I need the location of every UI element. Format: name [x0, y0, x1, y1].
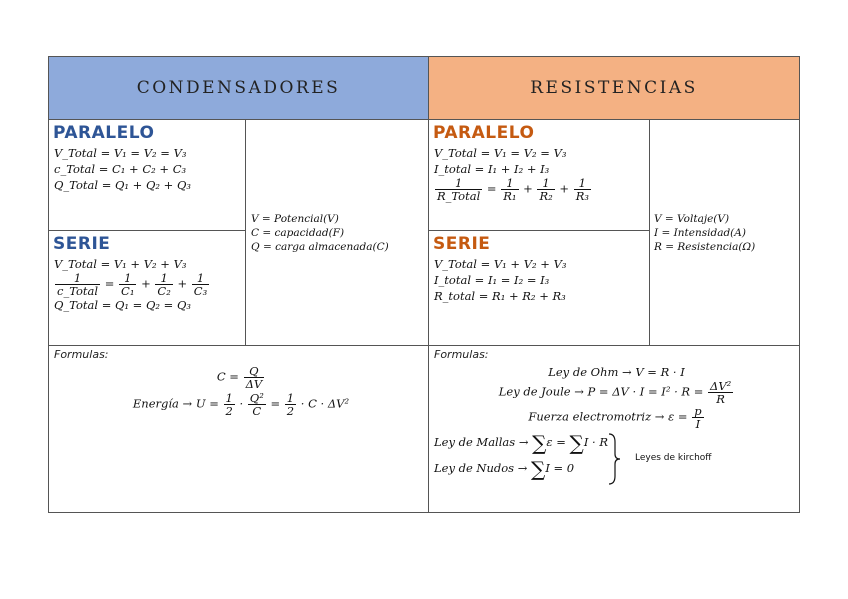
ley-joule-text: Ley de Joule → P = ΔV · I = I² · R = — [498, 384, 704, 399]
res-paralelo-title: PARALELO — [433, 123, 535, 143]
res-serie-eq1: V_Total = V₁ + V₂ + V₃ — [434, 257, 567, 271]
ley-nudos — [434, 457, 575, 481]
frac-num: 1 — [574, 177, 591, 190]
cond-paralelo-cell — [49, 120, 246, 231]
frac-num: 1 — [192, 272, 209, 285]
cond-legend-c: C = capacidad(F) — [251, 226, 345, 239]
cond-capacidad-eq — [54, 365, 428, 390]
cond-paralelo-eq2: c_Total = C₁ + C₂ + C₃ — [54, 162, 187, 176]
frac-den: c_Total — [57, 284, 99, 298]
cond-serie-cell — [49, 231, 246, 346]
header-resistencias: RESISTENCIAS — [429, 57, 799, 120]
frac-den: R₂ — [539, 189, 553, 203]
cond-c-lhs: C = — [216, 369, 239, 384]
res-formulas-cell — [429, 346, 799, 512]
frac-den: C₂ — [157, 284, 171, 298]
ley-mallas — [434, 431, 608, 455]
cond-paralelo-eq3: Q_Total = Q₁ + Q₂ + Q₃ — [54, 178, 191, 192]
frac-num: Q² — [249, 391, 264, 405]
frac-num: Q — [244, 365, 265, 378]
res-paralelo-cell — [429, 120, 650, 231]
cond-energia-tail: · C · ΔV² — [300, 396, 350, 411]
cond-paralelo-title: PARALELO — [53, 123, 155, 143]
cond-legend-cell — [246, 120, 429, 346]
sum-icon: ∑ — [531, 457, 546, 481]
kirchoff-block — [429, 432, 799, 486]
cond-energia-prefix: Energía → U = — [132, 396, 219, 411]
formula-sheet — [48, 56, 800, 513]
cond-energia-eq: Energía → U = $\frac{1}{2}$ · $\frac{\text{Q²}}{C}$ = $\frac{1}{2}$ · C · ΔV² — [132, 391, 350, 418]
nudos-label: Ley de Nudos → — [434, 461, 528, 475]
frac-num: 1 — [55, 272, 100, 285]
frac-den: C₃ — [193, 284, 208, 298]
frac-num: 1 — [286, 391, 295, 405]
ley-ohm: Ley de Ohm → V = R · I — [548, 365, 685, 379]
frac-num: 1 — [501, 177, 518, 190]
res-serie-title: SERIE — [433, 234, 491, 254]
res-serie-cell — [429, 231, 650, 346]
res-paralelo-eq2: I_total = I₁ + I₂ + I₃ — [434, 162, 550, 176]
header-condensadores: CONDENSADORES — [49, 57, 429, 120]
frac-den: 2 — [225, 404, 233, 418]
cond-serie-title: SERIE — [53, 234, 111, 254]
cond-serie-eq3: Q_Total = Q₁ = Q₂ = Q₃ — [54, 298, 191, 312]
brace-icon — [607, 432, 621, 486]
res-formulas-label: Formulas: — [434, 348, 489, 361]
frac-num: 1 — [155, 272, 172, 285]
frac-den: R₃ — [575, 189, 589, 203]
frac-num: ΔV² — [710, 379, 732, 393]
res-paralelo-eq3: $\frac{1}{\text{R\_Total}}$ = $\frac{1}{\text{R₁}}$ + $\frac{1}{\text{R₂}}$ + $\frac{1}{\text{R₃}}$ — [437, 176, 589, 203]
res-legend-r: R = Resistencia(Ω) — [654, 240, 756, 253]
frac-num: 1 — [537, 177, 554, 190]
res-paralelo-eq1: V_Total = V₁ = V₂ = V₃ — [434, 146, 567, 160]
frac-den: C — [252, 404, 262, 418]
frac-den: C₁ — [121, 284, 135, 298]
res-legend-cell — [650, 120, 799, 346]
leyes-kirchoff-label: Leyes de kirchoff — [635, 453, 712, 463]
mallas-label: Ley de Mallas → — [434, 435, 529, 449]
fuerza-electromotriz — [434, 405, 799, 430]
frac-den: I — [695, 417, 701, 431]
frac-den: ΔV — [245, 377, 263, 391]
nudos-eq: I = 0 — [545, 461, 575, 475]
ley-joule — [434, 380, 799, 405]
frac-den: R₁ — [503, 189, 517, 203]
cond-paralelo-eq1: V_Total = V₁ = V₂ = V₃ — [54, 146, 187, 160]
fem-text: Fuerza electromotriz → ε = — [528, 409, 688, 424]
sum-icon: ∑ — [532, 431, 547, 455]
res-serie-eq2: I_total = I₁ = I₂ = I₃ — [434, 273, 550, 287]
res-serie-eq3: R_total = R₁ + R₂ + R₃ — [434, 289, 566, 303]
cond-formulas-label: Formulas: — [54, 348, 109, 361]
cond-legend-v: V = Potencial(V) — [251, 212, 339, 225]
frac-num: 1 — [435, 177, 482, 190]
cond-formulas-cell — [49, 346, 429, 512]
frac-num: 1 — [119, 272, 136, 285]
cond-serie-eq1: V_Total = V₁ + V₂ + V₃ — [54, 257, 187, 271]
mallas-rhs: I · R — [583, 435, 608, 449]
res-legend-v: V = Voltaje(V) — [654, 212, 730, 225]
frac-den: R_Total — [437, 189, 481, 203]
frac-num: 1 — [225, 391, 233, 405]
frac-den: R — [716, 392, 725, 406]
cond-legend-q: Q = carga almacenada(C) — [251, 240, 389, 253]
frac-num: p — [694, 404, 702, 418]
mallas-eq: ε = — [546, 435, 566, 449]
cond-serie-eq2: $\frac{1}{\text{c\_Total}}$ = $\frac{1}{\text{C₁}}$ + $\frac{1}{\text{C₂}}$ + $\frac{1}{\text{C₃}}$ — [57, 271, 208, 298]
sum-icon: ∑ — [569, 431, 584, 455]
frac-den: 2 — [286, 404, 295, 418]
res-legend-i: I = Intensidad(A) — [654, 226, 746, 239]
